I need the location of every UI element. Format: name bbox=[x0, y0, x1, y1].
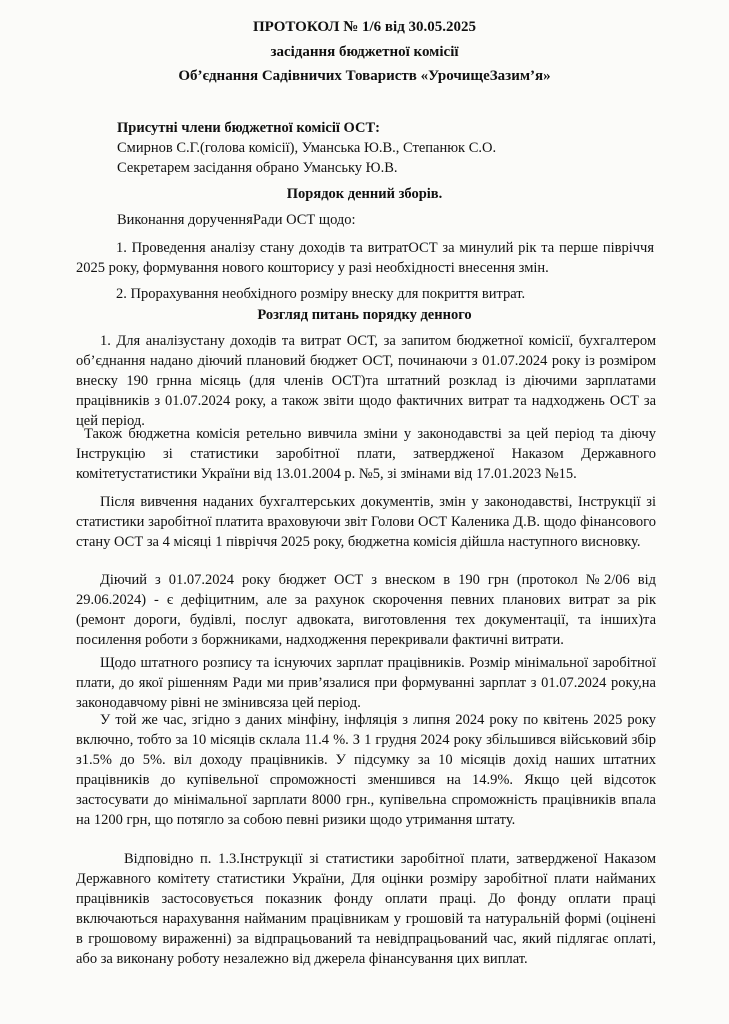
agenda-item-1: 1. Проведення аналізу стану доходів та витратОСТ за минулий рік та перше півріччя 2025 року, формування нового кошторису у разі необхідності внесення змін. bbox=[76, 240, 654, 276]
agenda-intro: Виконання дорученняРади ОСТ щодо: bbox=[117, 212, 356, 228]
protocol-title: ПРОТОКОЛ № 1/6 від 30.05.2025 bbox=[252, 19, 477, 35]
agenda-item-2: 2. Прорахування необхідного розміру внеску для покриття витрат. bbox=[116, 286, 526, 302]
present-members: Смирнов С.Г.(голова комісії), Уманська Ю.В., Степанюк С.О. bbox=[117, 140, 497, 156]
paragraph-1: 1. Для аналізустану доходів та витрат ОСТ, за запитом бюджетної комісії, бухгалтером об’єднання надано діючий плановий бюджет ОСТ, починаючи з 01.07.2024 року із розміром внеску 190 грнна місяць (для членів ОСТ)та штатний розклад із діючими зарплатами працівників з 01.07.2024 року, а також звіти щодо фактичних витрат та надходжень ОСТ за цей період. bbox=[76, 333, 656, 429]
protocol-subtitle: засідання бюджетної комісії bbox=[270, 44, 459, 60]
paragraph-6: У той же час, згідно з даних мінфіну, інфляція з липня 2024 року по квітень 2025 року включно, тобто за 10 місяців склала 11.4 %. З 1 грудня 2024 року збільшився військовий збір з1.5% до 5%. віл доходу працівників. У підсумку за 10 місяців дохід наших штатних працівників до купівельної спроможності зменшився на 14.9%. Якщо цей відсоток застосувати до мінімальної зарплати 8000 грн., купівельна спроможність працівників впала на 1200 грн, що потягло за собою певні ризики щодо утримання штату. bbox=[76, 712, 656, 828]
paragraph-5: Щодо штатного розпису та існуючих зарплат працівників. Розмір мінімальної заробітної плати, до якої рішенням Ради ми прив’язалися при формуванні зарплат з 01.07.2024 року,на законодавчому рівні не змінивсяза цей період. bbox=[76, 655, 656, 711]
review-title: Розгляд питань порядку денного bbox=[257, 307, 472, 323]
paragraph-3: Після вивчення наданих бухгалтерських документів, змін у законодавстві, Інструкції зі статистики заробітної платита враховуючи звіт Голови ОСТ Каленика Д.В. щодо фінансового стану ОСТ за 4 місяці 1 півріччя 2025 року, бюджетна комісія дійшла наступного висновку. bbox=[76, 494, 656, 550]
present-heading: Присутні члени бюджетної комісії ОСТ: bbox=[117, 120, 380, 136]
present-members-block bbox=[117, 118, 677, 178]
secretary-line: Секретарем засідання обрано Уманську Ю.В. bbox=[117, 160, 398, 176]
organization-name: Об’єднання Садівничих Товариств «УрочищеЗазим’я» bbox=[178, 68, 551, 84]
paragraph-7: Відповідно п. 1.3.Інструкції зі статистики заробітної плати, затвердженої Наказом Державного комітету статистики України, Для оцінки розміру заробітної плати найманих працівників застосовується показник фонду оплати праці. До фонду оплати праці включаються нарахування найманим працівникам у грошовій та натуральній формі (оцінені в грошовому вираженні) за відпрацьований та невідпрацьований час, який підлягає оплаті, або за виконану роботу незалежно від джерела фінансування цих виплат. bbox=[76, 851, 656, 967]
paragraph-2: Також бюджетна комісія ретельно вивчила зміни у законодавстві за цей період та діючу Інструкцію зі статистики заробітної плати, затвердженої Наказом Державного комітетустатистики України від 13.01.2004 р. №5, зі змінами від 17.01.2023 №15. bbox=[76, 426, 656, 482]
paragraph-4: Діючий з 01.07.2024 року бюджет ОСТ з внеском в 190 грн (протокол №2/06 від 29.06.2024) - є дефіцитним, але за рахунок скорочення певних планових витрат за рік (ремонт дороги, будівлі, послуг адвоката, виготовлення тех документації, та інших)та посилення роботи з боржниками, надходження перекривали фактичні витрати. bbox=[76, 572, 656, 648]
agenda-title: Порядок денний зборів. bbox=[286, 186, 443, 202]
